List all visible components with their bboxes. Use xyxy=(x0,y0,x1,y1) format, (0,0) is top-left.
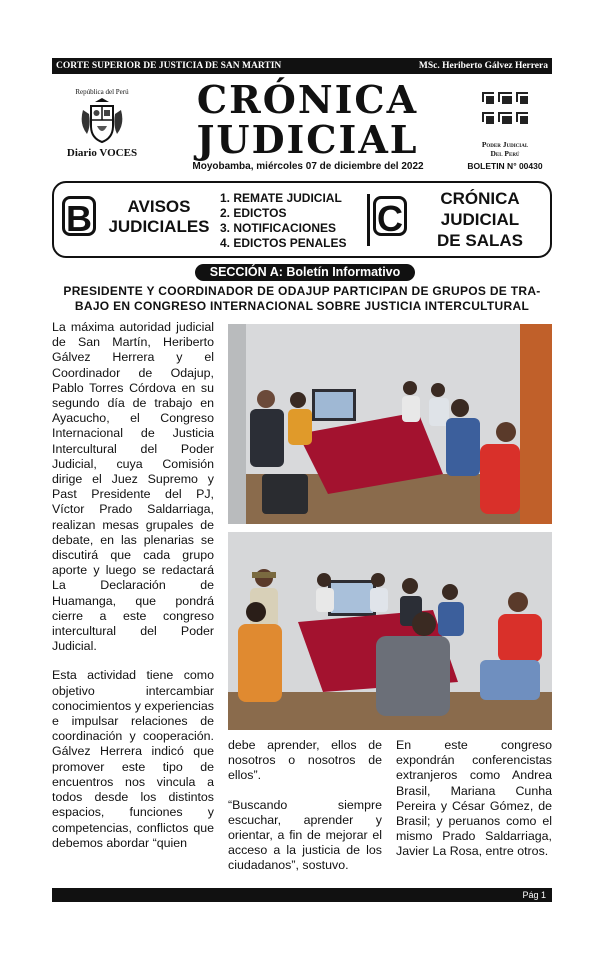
article-headline: PRESIDENTE Y COORDINADOR DE ODAJUP PARTICIPAN DE GRUPOS DE TRA- BAJO EN CONGRESO INTERNACIONAL SOBRE JUSTICIA INTERCULTURAL xyxy=(63,284,541,313)
section-a-label: SECCIÓN A: Boletín Informativo xyxy=(195,264,415,281)
article-column-1 xyxy=(52,320,214,865)
poder-judicial-name: Poder Judicial Del Perú xyxy=(481,140,529,158)
article-paragraph: “Buscando siempre escuchar, aprender y orientar, a fin de mejorar el acceso a la justicia de los ciudadanos”, sostuvo. xyxy=(228,797,382,873)
avisos-list xyxy=(220,191,346,251)
diario-voces-brand: Diario VOCES xyxy=(66,147,138,159)
article-paragraph: Esta actividad tiene como objetivo intercambiar conocimientos y experiencias e impulsar relaciones de coordinación y cooperación. Gálvez Herrera indicó que promover este tipo de encuentros nos vincula a todos desde los distintos espacios, funciones y competencias, conflictos que debemos abordar “quien xyxy=(52,668,214,850)
list-item: 1. REMATE JUDICIAL xyxy=(220,191,342,205)
list-item: 3. NOTIFICACIONES xyxy=(220,221,337,235)
meeting-photo-1 xyxy=(228,324,552,524)
cronica-salas-title: CRÓNICA JUDICIAL DE SALAS xyxy=(437,189,523,250)
article-column-2 xyxy=(228,738,382,888)
list-item: 4. EDICTOS PENALES xyxy=(220,236,347,250)
avisos-judiciales-title: AVISOS JUDICIALES xyxy=(108,197,210,236)
section-letter-c: C xyxy=(373,196,407,236)
coat-of-arms-block xyxy=(58,88,146,172)
section-divider xyxy=(367,194,370,246)
poder-judicial-block xyxy=(462,90,548,171)
boletin-number: BOLETIN N° 00430 xyxy=(467,161,543,171)
sections-index-box xyxy=(52,181,552,258)
dateline: Moyobamba, miércoles 07 de diciembre del 2022 xyxy=(192,161,424,172)
seal-arc-text: República del Perú xyxy=(75,88,129,96)
poder-judicial-logo-icon xyxy=(480,90,530,132)
section-letter-b: B xyxy=(62,196,96,236)
author-name: MSc. Heriberto Gálvez Herrera xyxy=(418,61,548,71)
article-paragraph: debe aprender, ellos de nosotros o nosotros de ellos”. xyxy=(228,738,382,783)
coat-of-arms-icon xyxy=(77,96,127,146)
article-paragraph: La máxima autoridad judicial de San Martín, Heriberto Gálvez Herrera y el Coordinador de Odajup, Pablo Torres Córdova en su segundo día de trabajo en Ayacucho, el Congreso Internacional de Justicia Intercultural del Poder Judicial, cuya Comisión dirige el Juez Supremo y Past Presidente del PJ, Víctor Prado Saldarriaga, realizan mesas grupales de debate, en las plenarias se discutirá que cada grupo aporte y luego se redactará La Declaración de Huamanga, que pondrá cierre a este congreso intercultural del Poder Judicial. xyxy=(52,320,214,654)
masthead xyxy=(190,77,425,162)
masthead-line2: JUDICIAL xyxy=(196,117,419,162)
article-paragraph: En este congreso expondrán conferencistas extranjeros como Andrea Brasil, Mariana Cunha Pereira y César Gómez, de Brasil; y peruanos como el mismo Prado Saldarriaga, Javier La Rosa, entre otros. xyxy=(396,738,552,859)
masthead-line1: CRÓNICA xyxy=(196,77,419,122)
article-column-3 xyxy=(396,738,552,874)
footer-bar xyxy=(52,888,552,902)
page-number: Pág 1 xyxy=(522,890,546,900)
court-name: CORTE SUPERIOR DE JUSTICIA DE SAN MARTIN xyxy=(56,61,282,71)
list-item: 2. EDICTOS xyxy=(220,206,287,220)
meeting-photo-2 xyxy=(228,532,552,730)
header-bar xyxy=(52,58,552,74)
